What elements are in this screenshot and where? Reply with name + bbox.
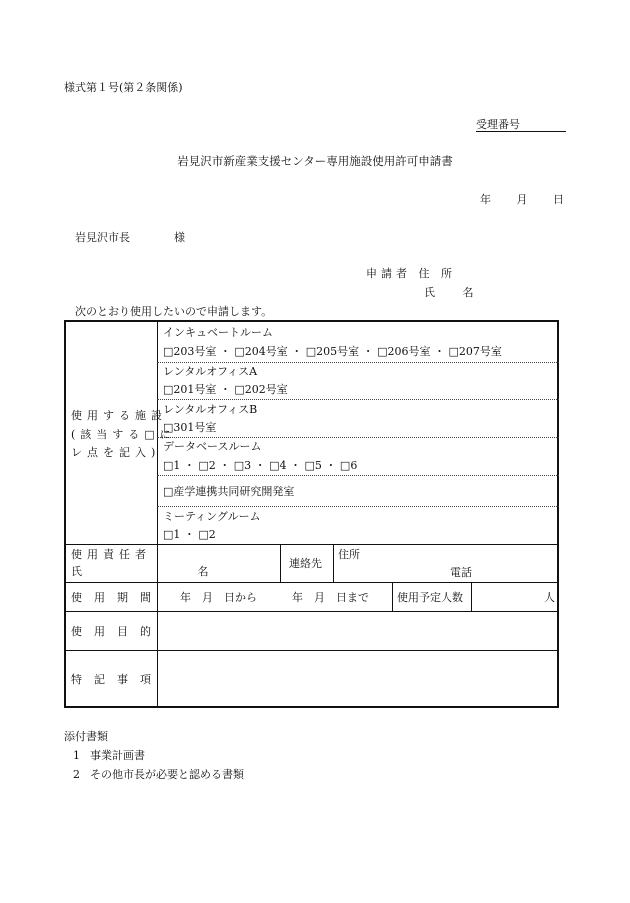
phone-label: 電話 <box>450 566 472 579</box>
facility-label-line1: 使用する施設 <box>71 409 167 422</box>
application-form-table <box>64 320 559 708</box>
rental-office-b-title: レンタルオフィスB <box>163 403 258 416</box>
rental-office-a-checkboxes[interactable]: □201号室 ・ □202号室 <box>163 383 288 396</box>
attachment-text: その他市長が必要と認める書類 <box>90 768 244 781</box>
attachment-number: 1 <box>73 749 80 762</box>
mayor-label: 岩見沢市長 <box>75 231 130 244</box>
date-line[interactable] <box>480 194 564 205</box>
applicant-name-label: 氏 名 <box>424 286 486 299</box>
intro-text: 次のとおり使用したいので申請します。 <box>75 305 273 318</box>
database-room-title: データベースルーム <box>163 440 262 453</box>
period-label: 使用期間 <box>71 591 163 604</box>
responsible-label-line1: 使用責任者 <box>71 548 151 561</box>
facility-label-line2: (該当する□に <box>71 428 176 441</box>
meeting-room-title: ミーティングルーム <box>163 510 261 523</box>
date-day-label: 日 <box>553 193 564 206</box>
incubator-room-checkboxes[interactable]: □203号室 ・ □204号室 ・ □205号室 ・ □206号室 ・ □207号室 <box>163 345 502 358</box>
divider <box>471 582 472 611</box>
date-year-label: 年 <box>480 193 491 206</box>
divider <box>66 544 559 545</box>
attachment-item <box>73 750 145 761</box>
responsible-name-field[interactable] <box>157 544 280 582</box>
divider <box>157 475 559 476</box>
address-label: 住所 <box>338 548 360 561</box>
date-month-label: 月 <box>516 193 528 206</box>
divider <box>280 544 281 582</box>
joint-lab-checkbox[interactable]: □産学連携共同研究開発室 <box>163 485 295 498</box>
purpose-label: 使用目的 <box>71 625 163 638</box>
rental-office-b-checkbox[interactable]: □301号室 <box>163 421 217 434</box>
notes-label: 特記事項 <box>71 673 163 686</box>
applicant-address-label: 申請者 住 所 <box>366 267 456 280</box>
receipt-number-field[interactable]: 受理番号 <box>476 119 566 132</box>
divider <box>333 544 334 582</box>
incubator-title: インキュベートルーム <box>163 326 273 339</box>
divider <box>157 437 559 438</box>
period-to[interactable]: 年 月 日まで <box>292 591 369 604</box>
database-room-checkboxes[interactable]: □1 ・ □2 ・ □3 ・ □4 ・ □5 ・ □6 <box>163 459 358 472</box>
period-from[interactable]: 年 月 日から <box>180 591 257 604</box>
form-number: 様式第１号(第２条関係) <box>64 81 183 94</box>
facility-label-line3: レ点を記入) <box>71 446 161 459</box>
people-count-label: 使用予定人数 <box>397 591 463 604</box>
divider <box>157 399 559 400</box>
purpose-field[interactable] <box>158 612 558 650</box>
rental-office-a-title: レンタルオフィスA <box>163 365 258 378</box>
divider <box>66 582 559 583</box>
document-title: 岩見沢市新産業支援センター専用施設使用許可申請書 <box>177 154 453 168</box>
attachment-item <box>73 769 244 780</box>
attachment-number: 2 <box>73 768 80 781</box>
honorific: 様 <box>174 231 185 244</box>
people-unit: 人 <box>544 591 555 604</box>
responsible-label-line2 <box>71 565 265 578</box>
responsible-name-label: 氏 名 <box>71 565 265 578</box>
divider <box>157 362 559 363</box>
divider <box>392 582 393 611</box>
contact-label: 連絡先 <box>289 557 322 570</box>
attachments-heading: 添付書類 <box>64 730 108 743</box>
meeting-room-checkboxes[interactable]: □1 ・ □2 <box>163 528 216 541</box>
attachment-text: 事業計画書 <box>90 749 145 762</box>
notes-field[interactable] <box>158 651 558 707</box>
addressee <box>75 232 185 243</box>
divider <box>157 506 559 507</box>
